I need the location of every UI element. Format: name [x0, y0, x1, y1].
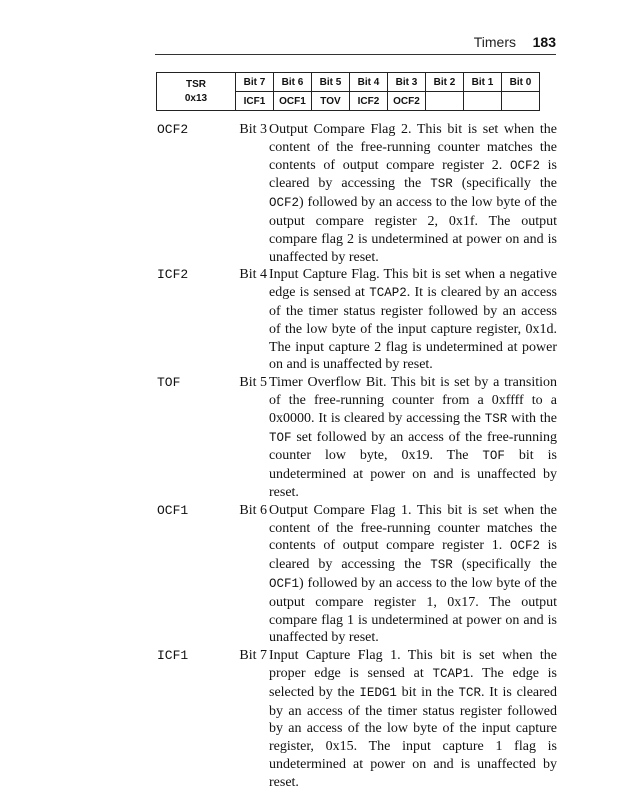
description-text: is cleared by accessing the: [269, 538, 557, 573]
inline-code: TCAP1: [432, 666, 470, 681]
inline-code: OCF2: [509, 539, 540, 554]
bit-description: [269, 266, 557, 374]
inline-code: TCAP2: [369, 286, 407, 301]
inline-code: TSR: [484, 411, 508, 426]
field-cell: OCF2: [388, 92, 426, 111]
bit-field-name: ICF1: [157, 648, 189, 664]
description-text: Input Capture Flag 1. This bit is set when the proper edge is sensed at: [269, 648, 557, 681]
register-name-cell: [157, 73, 236, 111]
register-name: TSR: [186, 78, 206, 90]
field-cell: OCF1: [274, 92, 312, 111]
inline-code: TSR: [430, 558, 453, 573]
field-cell: ICF1: [236, 92, 274, 111]
bit-entry-ocf1: [157, 502, 557, 647]
inline-code: OCF1: [269, 576, 300, 591]
description-text: Input Capture Flag. This bit is set when a negative edge is sensed at: [269, 267, 557, 301]
description-text: . The edge is selected by the: [269, 665, 558, 700]
bit-entry-ocf2: [157, 121, 557, 266]
description-text: Timer Overflow Bit. This bit is set by a transition of the free-running counter from a 0xffff to a 0x0000. It is cleared by accessing the: [269, 375, 557, 426]
page-header: [0, 0, 620, 60]
inline-code: IEDG1: [359, 685, 397, 700]
field-cell: [464, 92, 502, 111]
description-text: with the: [507, 410, 557, 426]
bit-header: Bit 4: [350, 73, 388, 92]
description-text: (specifically the: [452, 557, 558, 573]
bit-position: Bit 5: [239, 375, 267, 391]
bit-position: Bit 4: [239, 267, 267, 283]
bit-entry-tof: [157, 374, 557, 502]
register-address: 0x13: [184, 92, 208, 104]
description-text: bit is undetermined at power on and is unaffected by reset.: [269, 448, 557, 500]
page-number: 183: [532, 34, 556, 50]
bit-position: Bit 6: [239, 502, 267, 518]
running-section-title: Timers: [473, 34, 516, 50]
description-text: . It is cleared by an access of the timer status register followed by an access of the low byte of the input capture register, 0x15. The input capture 1 flag is undetermined at power on and is unaffected by reset.: [269, 684, 558, 790]
field-cell: [426, 92, 464, 111]
inline-code: TCR: [458, 685, 482, 700]
field-cell: TOV: [312, 92, 350, 111]
bit-field-name: TOF: [157, 375, 181, 391]
inline-code: OCF2: [269, 196, 300, 211]
description-text: . It is cleared by an access of the timer status register followed by an access of the low byte of the input capture register, 0x1d. The input capture 2 flag is undetermined at power on and is unaffected by reset.: [269, 285, 557, 373]
bit-header: Bit 2: [426, 73, 464, 92]
description-text: Output Compare Flag 1. This bit is set when the content of the free-running counter matches the contents of output compare register 1.: [269, 502, 557, 554]
bit-position: Bit 7: [239, 648, 267, 664]
bit-descriptions: [157, 121, 557, 791]
bit-description: [269, 502, 557, 647]
bit-description: [269, 374, 557, 502]
bit-description: [269, 121, 557, 266]
description-text: is cleared by accessing the: [269, 157, 557, 192]
inline-code: OCF2: [509, 158, 540, 173]
field-cell: [502, 92, 540, 111]
bit-field-name: OCF1: [157, 502, 189, 518]
register-bits-row: [157, 73, 540, 92]
description-text: ) followed by an access to the low byte of the output compare register 1, 0x17. The output compare flag 1 is undetermined at power on and is unaffected by reset.: [269, 575, 557, 646]
description-text: bit in the: [396, 684, 459, 700]
description-text: (specifically the: [452, 176, 558, 192]
description-text: set followed by an access of the free-running counter low byte, 0x19. The: [269, 429, 557, 464]
bit-description: [269, 647, 557, 791]
bit-header: Bit 3: [388, 73, 426, 92]
bit-header: Bit 5: [312, 73, 350, 92]
field-cell: ICF2: [350, 92, 388, 111]
inline-code: TSR: [430, 177, 453, 192]
bit-header: Bit 7: [236, 73, 274, 92]
inline-code: TOF: [482, 449, 505, 464]
bit-field-name: OCF2: [157, 122, 189, 137]
bit-header: Bit 1: [464, 73, 502, 92]
bit-field-name: ICF2: [157, 267, 189, 283]
header-rule: [155, 54, 556, 55]
bit-header: Bit 0: [502, 73, 540, 92]
bit-position: Bit 3: [239, 122, 267, 137]
description-text: ) followed by an access to the low byte of the output compare register 2, 0x1f. The output compare flag 2 is undetermined at power on and is unaffected by reset.: [269, 195, 557, 265]
inline-code: TOF: [269, 430, 292, 445]
description-text: Output Compare Flag 2. This bit is set when the content of the free-running counter matches the contents of output compare register 2.: [269, 122, 557, 173]
bit-entry-icf2: [157, 266, 557, 374]
bit-header: Bit 6: [274, 73, 312, 92]
register-table: [156, 72, 540, 111]
bit-entry-icf1: [157, 647, 557, 791]
